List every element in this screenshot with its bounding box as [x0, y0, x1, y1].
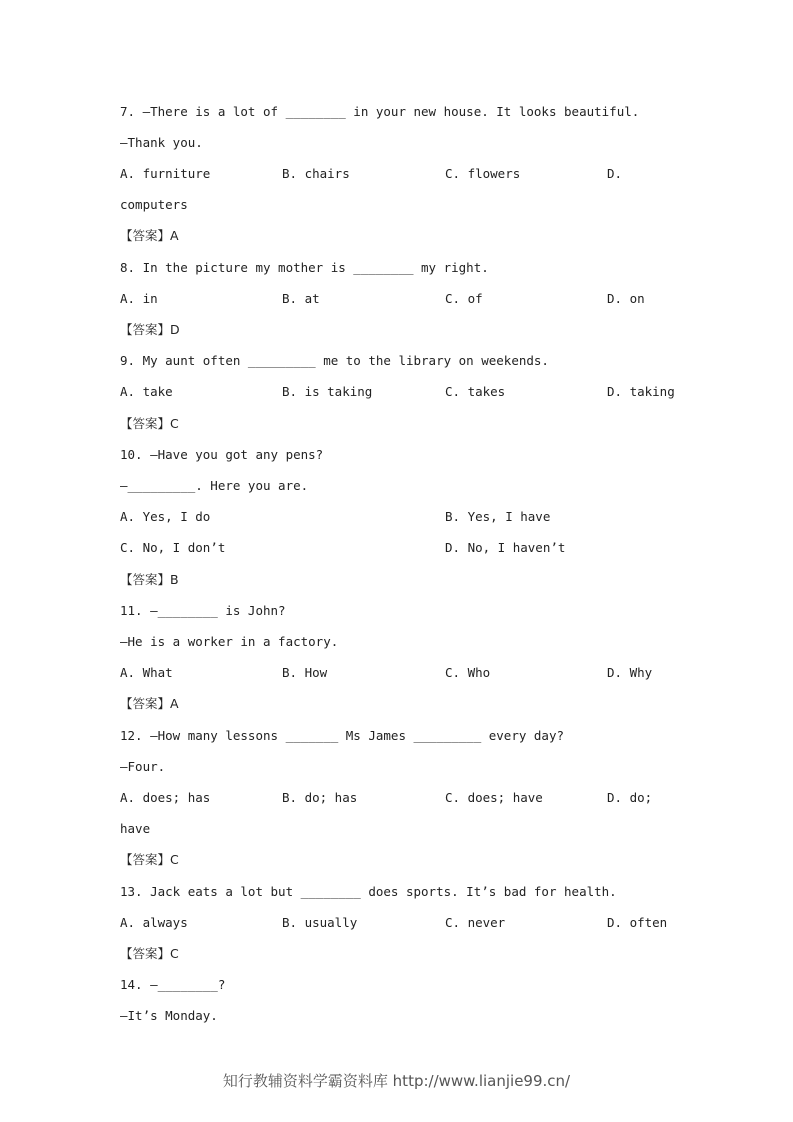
q9-option-d: D. taking [607, 384, 675, 399]
q12-stem: 12. —How many lessons _______ Ms James _________ every day? [120, 728, 565, 743]
q7-option-d: D. [607, 166, 623, 181]
q8-answer: 【答案】D [120, 322, 180, 337]
q14-reply: —It’s Monday. [120, 1008, 218, 1023]
q11-reply: —He is a worker in a factory. [120, 634, 339, 649]
q8-options [120, 291, 680, 307]
q11-options [120, 665, 680, 681]
q11-option-a: A. What [120, 665, 173, 680]
q12-answer: 【答案】C [120, 852, 179, 867]
q10-option-a: A. Yes, I do [120, 509, 211, 524]
q12-reply: —Four. [120, 759, 166, 774]
q12-option-a: A. does; has [120, 790, 211, 805]
q7-options [120, 166, 680, 182]
q9-option-a: A. take [120, 384, 173, 399]
footer-source: 知行教辅资料学霸资料库 http://www.lianjie99.cn/ [222, 1072, 571, 1090]
q9-answer: 【答案】C [120, 416, 179, 431]
q7-option-d-wrap: computers [120, 197, 188, 212]
q12-option-d: D. do; [607, 790, 653, 805]
q9-options [120, 384, 680, 400]
q8-option-c: C. of [445, 291, 483, 306]
q10-reply: —_________. Here you are. [120, 478, 309, 493]
q13-option-a: A. always [120, 915, 188, 930]
q13-stem: 13. Jack eats a lot but ________ does sports. It’s bad for health. [120, 884, 617, 899]
q8-stem: 8. In the picture my mother is ________ my right. [120, 260, 489, 275]
q10-option-b: B. Yes, I have [445, 509, 551, 524]
q11-answer: 【答案】A [120, 696, 179, 711]
q13-option-b: B. usually [282, 915, 358, 930]
q11-option-d: D. Why [607, 665, 653, 680]
q14-stem: 14. —________? [120, 977, 226, 992]
q13-options [120, 915, 680, 931]
q7-stem: 7. —There is a lot of ________ in your new house. It looks beautiful. [120, 104, 640, 119]
q13-option-d: D. often [607, 915, 668, 930]
q11-stem: 11. —________ is John? [120, 603, 286, 618]
q11-option-b: B. How [282, 665, 328, 680]
q7-reply: —Thank you. [120, 135, 203, 150]
q8-option-a: A. in [120, 291, 158, 306]
q12-options [120, 790, 680, 806]
q10-option-d: D. No, I haven’t [445, 540, 566, 555]
q10-options-row1 [120, 509, 680, 525]
q7-answer: 【答案】A [120, 228, 179, 243]
q11-option-c: C. Who [445, 665, 491, 680]
q13-answer: 【答案】C [120, 946, 179, 961]
q12-option-b: B. do; has [282, 790, 358, 805]
q7-option-c: C. flowers [445, 166, 521, 181]
q10-answer: 【答案】B [120, 572, 179, 587]
q10-stem: 10. —Have you got any pens? [120, 447, 324, 462]
q7-option-a: A. furniture [120, 166, 211, 181]
q12-option-d-wrap: have [120, 821, 151, 836]
q8-option-d: D. on [607, 291, 645, 306]
q10-option-c: C. No, I don’t [120, 540, 226, 555]
q9-stem: 9. My aunt often _________ me to the library on weekends. [120, 353, 549, 368]
q10-options-row2 [120, 540, 680, 556]
q12-option-c: C. does; have [445, 790, 543, 805]
q9-option-c: C. takes [445, 384, 506, 399]
q13-option-c: C. never [445, 915, 506, 930]
q8-option-b: B. at [282, 291, 320, 306]
q9-option-b: B. is taking [282, 384, 373, 399]
q7-option-b: B. chairs [282, 166, 350, 181]
